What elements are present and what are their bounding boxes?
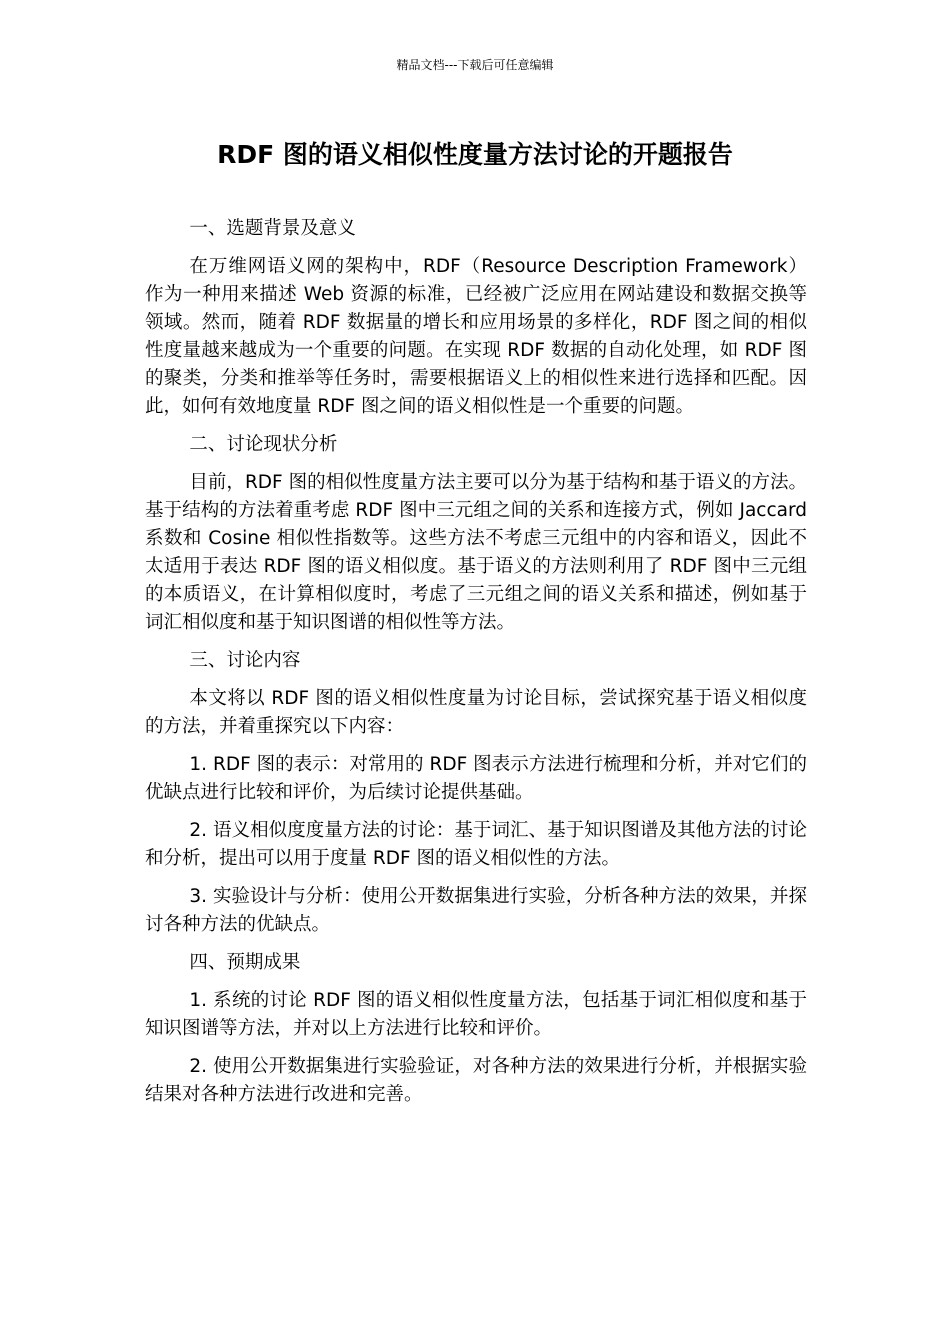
paragraph-background: 在万维网语义网的架构中，RDF（Resource Description Framework）作为一种用来描述 Web 资源的标准，已经被广泛应用在网站建设和数据交换等领域。然而，随着 RDF 数据量的增长和应用场景的多样化，RDF 图之间的相似性度量越来越成为一个重要的问题。在实现 RDF 数据的自动化处理，如 RDF 图的聚类，分类和推举等任务时，需要根据语义上的相似性来进行选择和匹配。因此，如何有效地度量 RDF 图之间的语义相似性是一个重要的问题。 [145,256,807,417]
document-body [145,215,807,1119]
section-heading-background: 一、选题背景及意义 [189,218,356,239]
paragraph-content-intro: 本文将以 RDF 图的语义相似性度量为讨论目标，尝试探究基于语义相似度的方法，并着重探究以下内容： [145,688,807,737]
section-heading-content: 三、讨论内容 [189,650,301,671]
paragraph-content-item-3: 3. 实验设计与分析：使用公开数据集进行实验，分析各种方法的效果，并探讨各种方法的优缺点。 [145,886,807,935]
paragraph-outcome-item-2: 2. 使用公开数据集进行实验验证，对各种方法的效果进行分析，并根据实验结果对各种方法进行改进和完善。 [145,1056,807,1105]
paragraph-outcome-item-1: 1. 系统的讨论 RDF 图的语义相似性度量方法，包括基于词汇相似度和基于知识图谱等方法，并对以上方法进行比较和评价。 [145,990,807,1039]
document-title: RDF 图的语义相似性度量方法讨论的开题报告 [217,140,733,169]
section-heading-status: 二、讨论现状分析 [189,434,338,455]
paragraph-status: 目前，RDF 图的相似性度量方法主要可以分为基于结构和基于语义的方法。基于结构的方法着重考虑 RDF 图中三元组之间的关系和连接方式，例如 Jaccard 系数和 Cosine 相似性指数等。这些方法不考虑三元组中的内容和语义，因此不太适用于表达 RDF 图的语义相似度。基于语义的方法则利用了 RDF 图中三元组的本质语义，在计算相似度时，考虑了三元组之间的语义关系和描述，例如基于词汇相似度和基于知识图谱的相似性等方法。 [145,472,807,633]
header-note: 精品文档---下载后可任意编辑 [396,58,554,72]
section-heading-outcomes: 四、预期成果 [189,952,301,973]
paragraph-content-item-2: 2. 语义相似度度量方法的讨论：基于词汇、基于知识图谱及其他方法的讨论和分析，提出可以用于度量 RDF 图的语义相似性的方法。 [145,820,807,869]
paragraph-content-item-1: 1. RDF 图的表示：对常用的 RDF 图表示方法进行梳理和分析，并对它们的优缺点进行比较和评价，为后续讨论提供基础。 [145,754,807,803]
